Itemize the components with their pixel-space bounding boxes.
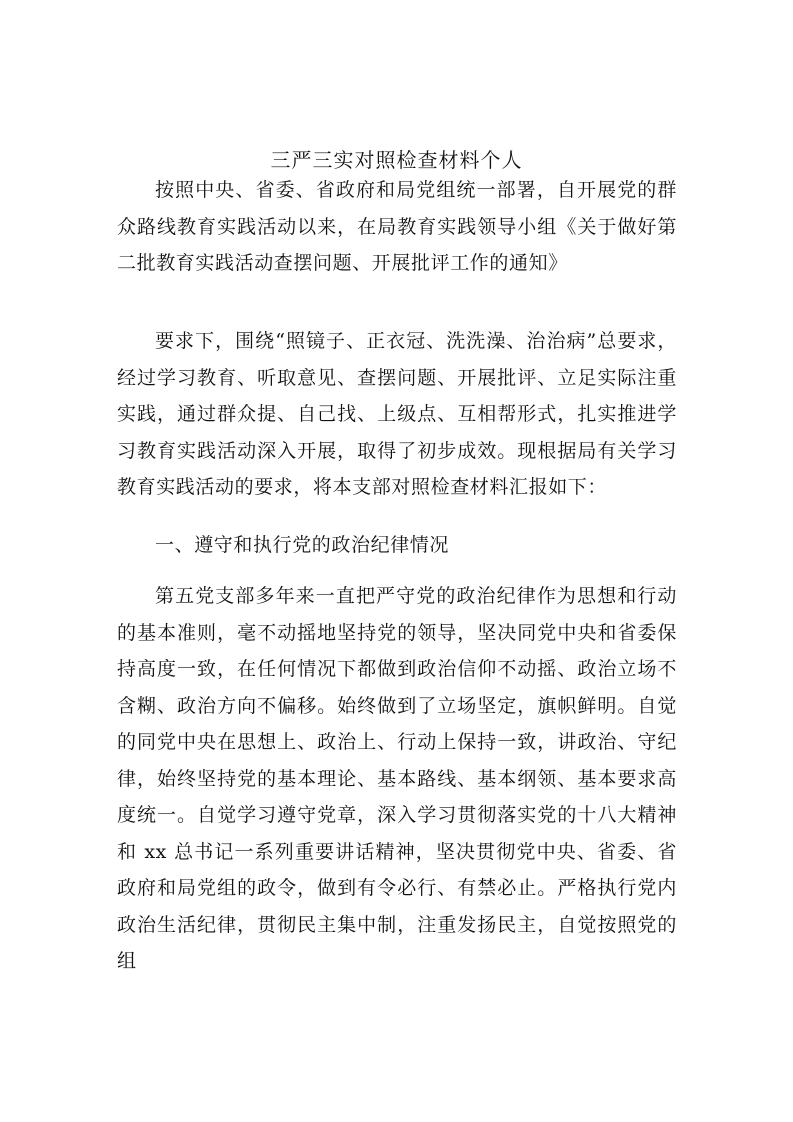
paragraph-intro: 按照中央、省委、省政府和局党组统一部署，自开展党的群众路线教育实践活动以来，在局教育实践领导小组《关于做好第二批教育实践活动查摆问题、开展批评工作的通知》 bbox=[117, 179, 677, 274]
section-heading-political-discipline: 一、遵守和执行党的政治纪律情况 bbox=[155, 534, 450, 556]
document-title: 三严三实对照检查材料个人 bbox=[270, 148, 523, 172]
paragraph-political-discipline: 第五党支部多年来一直把严守党的政治纪律作为思想和行动的基本准则，毫不动摇地坚持党的领导，坚决同党中央和省委保持高度一致，在任何情况下都做到政治信仰不动摇、政治立场不含糊、政治方向不偏移。始终做到了立场坚定，旗帜鲜明。自觉的同党中央在思想上、政治上、行动上保持一致，讲政治、守纪律，始终坚持党的基本理论、基本路线、基本纲领、基本要求高度统一。自觉学习遵守党章，深入学习贯彻落实党的十八大精神和 xx 总书记一系列重要讲话精神，坚决贯彻党中央、省委、省政府和局党组的政令，做到有令必行、有禁必止。严格执行党内政治生活纪律，贯彻民主集中制，注重发扬民主，自觉按照党的组 bbox=[117, 585, 677, 972]
paragraph-requirements: 要求下，围绕“照镜子、正衣冠、洗洗澡、治治病”总要求，经过学习教育、听取意见、查摆问题、开展批评、立足实际注重实践，通过群众提、自己找、上级点、互相帮形式，扎实推进学习教育实践活动深入开展，取得了初步成效。现根据局有关学习教育实践活动的要求，将本支部对照检查材料汇报如下： bbox=[117, 330, 677, 498]
